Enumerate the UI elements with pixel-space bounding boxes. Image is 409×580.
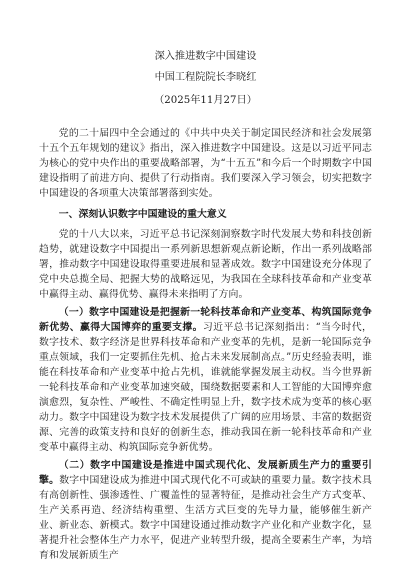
subsection-1-heading: （一）数字中国建设是把握新一轮科技革命和产业变革、构筑国际竞争新优势、赢得大国博弈的重要支撑。 — [39, 307, 372, 333]
subsection-2-text: 数字中国建设成为推进中国式现代化不可或缺的重要力量。数字技术具有高创新性、强渗透性、广覆盖性的显著特征，是推动社会生产方式变革、生产关系再造、经济结构重塑、生活方式巨变的先导力量，能够催生新产业、新业态、新模式。数字中国建设通过推动数字产业化和产业数字化，显著提升社会整体生产力水平，促进产业转型升级，提高全要素生产率，为培育和发展新质生产 — [39, 475, 373, 561]
subsection-1-text: 习近平总书记深刻指出：“当今时代，数字技术、数字经济是世界科技革命和产业变革的先机，是新一轮国际竞争重点领域，我们一定要抓住先机、抢占未来发展制高点。”历史经验表明，谁能在科技革命和产业变革中抢占先机，谁就能掌握发展主动权。当今世界新一轮科技革命和产业变革加速突破，围绕数据要素和人工智能的大国博弈愈演愈烈，复杂性、严峻性、不确定性明显上升，数字技术成为变革的核心驱动力。数字中国建设为数字技术发展提供了广阔的应用场景、丰富的数据资源、完善的政策支持和良好的创新生态，推动我国在新一轮科技革命和产业变革中赢得主动、构筑国际竞争新优势。 — [39, 322, 372, 453]
subsection-2-heading: （二）数字中国建设是推进中国式现代化、发展新质生产力的重要引擎。 — [39, 460, 372, 486]
section-paragraph: 党的十八大以来，习近平总书记深刻洞察数字时代发展大势和科技创新趋势，就建设数字中国提出一系列新思想新观点新论断，作出一系列战略部署，推动数字中国建设取得重要进展和显著成效。数字中国建设充分体现了党中央总揽全局、把握大势的战略远见，为我国在全球科技革命和产业变革中赢得主动、赢得优势、赢得未来指明了方向。 — [39, 229, 372, 300]
author-line: 中国工程院院长李晓红 — [154, 72, 257, 83]
subsection-1 — [39, 305, 372, 455]
publication-date: （2025年11月27日） — [154, 95, 257, 106]
section-heading — [39, 207, 372, 222]
intro-paragraph: 党的二十届四中全会通过的《中共中央关于制定国民经济和社会发展第十五个五年规划的建议》指出，深入推进数字中国建设。这是以习近平同志为核心的党中央作出的重要战略部署，为“十五五”和今后一个时期数字中国建设指明了前进方向、提供了行动指南。我们要深入学习领会，切实把数字中国建设的各项重大决策部署落到实处。 — [39, 128, 372, 199]
section-heading-text: 一、深刻认识数字中国建设的重大意义 — [58, 209, 227, 220]
document-title: 深入推进数字中国建设 — [154, 51, 257, 62]
subsection-2 — [39, 458, 372, 563]
